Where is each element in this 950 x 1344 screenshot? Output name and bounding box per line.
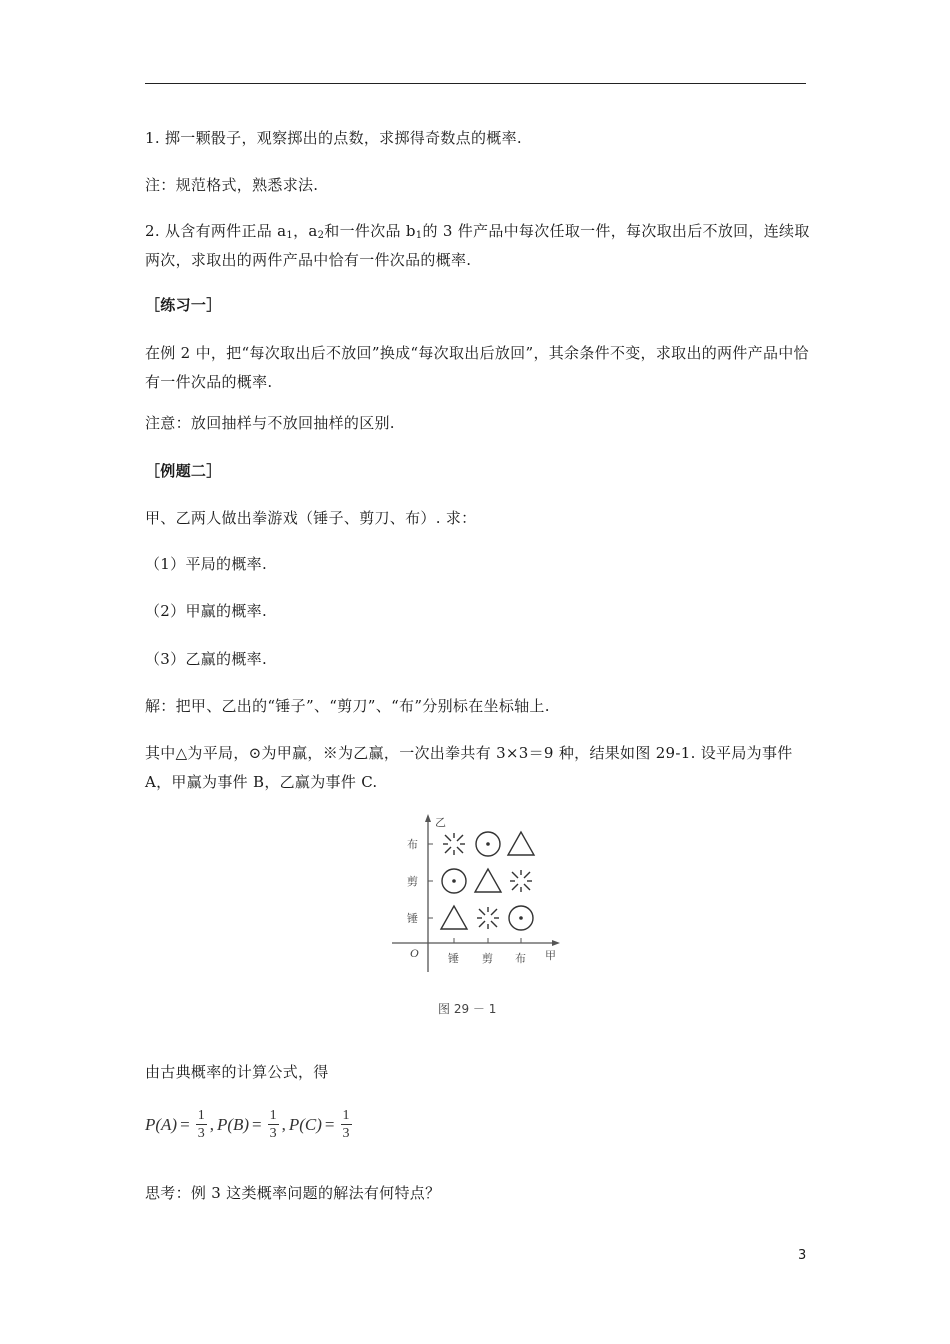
result-grid — [441, 832, 534, 930]
exercise-1-text: 在例 2 中，把“每次取出后不放回”换成“每次取出后放回”，其余条件不变，求取出的两件产品中恰有一件次品的概率. — [145, 344, 809, 391]
x-axis-label: 甲 — [545, 949, 556, 962]
exercise-1-heading: ［练习一］ — [145, 296, 222, 314]
triangle-symbol — [508, 832, 534, 855]
dot-symbol — [509, 906, 533, 930]
formula-eq-2: = — [252, 1114, 262, 1134]
fraction-b — [268, 1108, 279, 1141]
x-axis-arrow — [552, 940, 560, 946]
col-label-jian: 剪 — [482, 952, 493, 965]
note-1: 注：规范格式，熟悉求法. — [145, 176, 319, 194]
denominator: 3 — [197, 1126, 205, 1141]
formula-pb: P(B) — [216, 1114, 250, 1134]
triangle-symbol — [475, 869, 501, 892]
question-1: 1. 掷一颗骰子，观察掷出的点数，求掷得奇数点的概率. — [145, 129, 522, 147]
y-axis-arrow — [425, 814, 431, 822]
col-label-bu: 布 — [515, 952, 526, 965]
question-2: 2. 从含有两件正品 $a_1$，$a_2$和一件次品 $b_1$的 3 件产品中每次任取一件，每次取出后不放回，连续取两次，求取出的两件产品中恰有一件次品的概率. — [145, 222, 810, 269]
fraction-c — [341, 1108, 352, 1141]
example-2-text: 甲、乙两人做出拳游戏（锤子、剪刀、布）. 求： — [145, 509, 477, 527]
probability-formula — [145, 1108, 355, 1141]
row-label-jian: 剪 — [407, 875, 418, 888]
figure-29-1 — [390, 810, 570, 1030]
origin-label: O — [410, 946, 419, 960]
cross-symbol — [477, 907, 499, 929]
denominator: 3 — [342, 1126, 350, 1141]
row-label-chui: 锤 — [407, 912, 418, 925]
dot-symbol — [476, 832, 500, 856]
sub-question-3: （3）乙赢的概率. — [145, 650, 268, 668]
solution-line-1: 解：把甲、乙出的“锤子”、“剪刀”、“布”分别标在坐标轴上. — [145, 697, 550, 715]
numerator: 1 — [269, 1108, 277, 1123]
formula-eq-3: = — [324, 1114, 335, 1134]
denominator: 3 — [269, 1126, 277, 1141]
page-number: 3 — [798, 1248, 807, 1263]
header-rule — [145, 83, 806, 84]
y-axis-label: 乙 — [435, 816, 446, 829]
dot-symbol — [442, 869, 466, 893]
fraction-a — [196, 1108, 207, 1141]
triangle-symbol — [441, 906, 467, 929]
solution-line-2: 其中△为平局，⊙为甲赢，※为乙赢，一次出拳共有 3×3＝9 种，结果如图 29-1. 设平局为事件 A，甲赢为事件 B，乙赢为事件 C. — [145, 744, 793, 791]
numerator: 1 — [197, 1108, 205, 1123]
formula-pa: P(A) — [145, 1114, 178, 1134]
col-label-chui: 锤 — [448, 952, 459, 965]
formula-sep-1: , — [209, 1114, 214, 1134]
formula-intro: 由古典概率的计算公式，得 — [145, 1063, 329, 1081]
sub-question-2: （2）甲赢的概率. — [145, 602, 268, 620]
row-label-bu: 布 — [407, 838, 418, 851]
numerator: 1 — [342, 1108, 350, 1123]
formula-pc: P(C) — [288, 1114, 322, 1134]
cross-symbol — [510, 870, 532, 892]
formula-eq-1: = — [180, 1114, 190, 1134]
example-2-heading: ［例题二］ — [145, 462, 222, 480]
figure-caption: 图 29 － 1 — [438, 1002, 497, 1016]
cross-symbol — [443, 833, 465, 855]
think-question: 思考：例 3 这类概率问题的解法有何特点？ — [145, 1184, 441, 1202]
formula-sep-2: , — [281, 1114, 286, 1134]
sub-question-1: （1）平局的概率. — [145, 555, 268, 573]
note-2: 注意：放回抽样与不放回抽样的区别. — [145, 414, 395, 432]
